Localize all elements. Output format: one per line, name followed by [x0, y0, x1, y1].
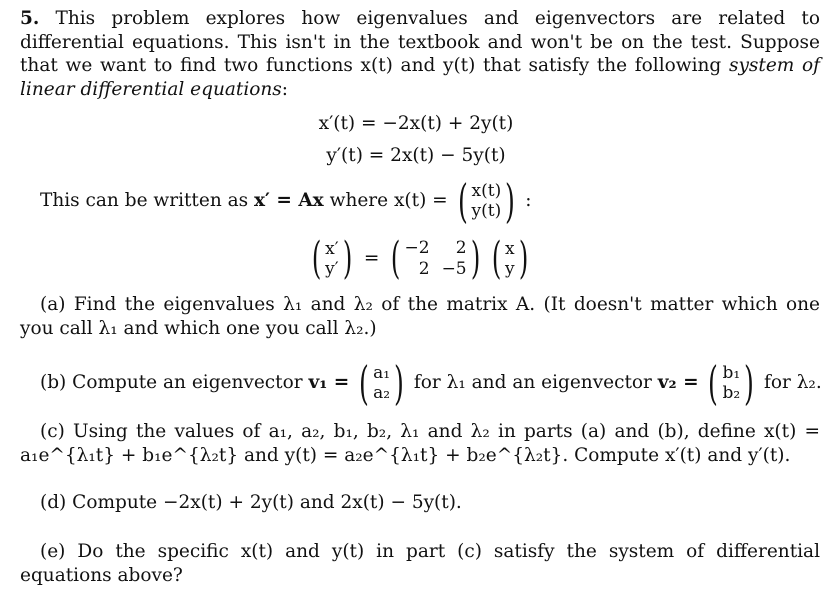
- part-b: [40, 356, 822, 410]
- part-e-text: (e) Do the specific x(t) and y(t) in part (c) satisfy the system of differential equations above?: [20, 541, 820, 586]
- part-a-text: (a) Find the eigenvalues λ₁ and λ₂ of the matrix A. (It doesn't matter which one you call λ₁ and which one you call λ₂.): [20, 294, 820, 339]
- v2-label: v₂ =: [657, 372, 699, 394]
- part-e: [20, 540, 820, 587]
- rhs-vector: ( x y ): [491, 233, 528, 284]
- matrix-form-lead: This can be written as: [40, 190, 249, 212]
- lhs-vector: ( x′ y′ ): [311, 233, 352, 284]
- problem-intro: [20, 7, 820, 101]
- x-vector-entry-2: y(t): [471, 201, 502, 221]
- v1-label: v₁ =: [308, 372, 350, 394]
- x-definition: x(t) =: [394, 190, 448, 212]
- part-d: (d) Compute −2x(t) + 2y(t) and 2x(t) − 5y(t).: [40, 492, 462, 513]
- v2-entry-1: b₁: [722, 363, 741, 383]
- v2-entry-2: b₂: [722, 383, 741, 403]
- matrix-form-equation: x′ = Ax: [254, 190, 324, 212]
- equals-sign: =: [363, 248, 380, 270]
- intro-emphasis: system of linear differential equations: [20, 55, 820, 100]
- equation-1: x′(t) = −2x(t) + 2y(t): [318, 113, 514, 134]
- intro-text: This problem explores how eigenvalues and eigenvectors are related to differential equations. This isn't in the textbook and won't be on the test. Suppose that we want to find two functions x(t) and y(t) that satisfy the following: [20, 8, 820, 76]
- part-b-text-3: for λ₂.: [763, 372, 822, 394]
- equation-2: y′(t) = 2x(t) − 5y(t): [326, 145, 506, 166]
- part-a: [20, 293, 820, 340]
- rhs-entry-2: y: [504, 259, 515, 279]
- matrix-A: ( −2 2 2 −5 ): [391, 233, 480, 284]
- matrix-form-sentence: [40, 174, 532, 228]
- A-entry-12: 2: [455, 238, 467, 258]
- part-c: [20, 420, 820, 467]
- x-vector: ( x(t) y(t) ): [457, 174, 516, 228]
- A-entry-11: −2: [404, 238, 430, 258]
- part-c-text: (c) Using the values of a₁, a₂, b₁, b₂, λ₁ and λ₂ in parts (a) and (b), define x(t) = a₁e^{λ₁t} + b₁e^{λ₂t} and y(t) = a₂e^{λ₁t} + b₂e^{λ₂t}. Compute x′(t) and y′(t).: [20, 421, 820, 466]
- v1-entry-2: a₂: [373, 383, 391, 403]
- part-b-text-1: (b) Compute an eigenvector: [40, 372, 303, 394]
- x-vector-entry-1: x(t): [471, 181, 502, 201]
- v1-entry-1: a₁: [373, 363, 391, 383]
- part-b-text-2: for λ₁ and an eigenvector: [413, 372, 652, 394]
- problem-number: 5.: [20, 8, 40, 29]
- A-entry-22: −5: [441, 259, 467, 279]
- intro-colon: :: [281, 78, 289, 100]
- rhs-entry-1: x: [504, 239, 515, 259]
- matrix-form-colon: :: [525, 190, 532, 212]
- lhs-entry-1: x′: [325, 239, 339, 259]
- lhs-entry-2: y′: [325, 259, 339, 279]
- A-entry-21: 2: [418, 259, 430, 279]
- matrix-equation: [308, 233, 532, 284]
- v1-vector: ( a₁ a₂ ): [359, 356, 404, 410]
- v2-vector: ( b₁ b₂ ): [708, 356, 755, 410]
- matrix-form-where: where: [329, 190, 389, 212]
